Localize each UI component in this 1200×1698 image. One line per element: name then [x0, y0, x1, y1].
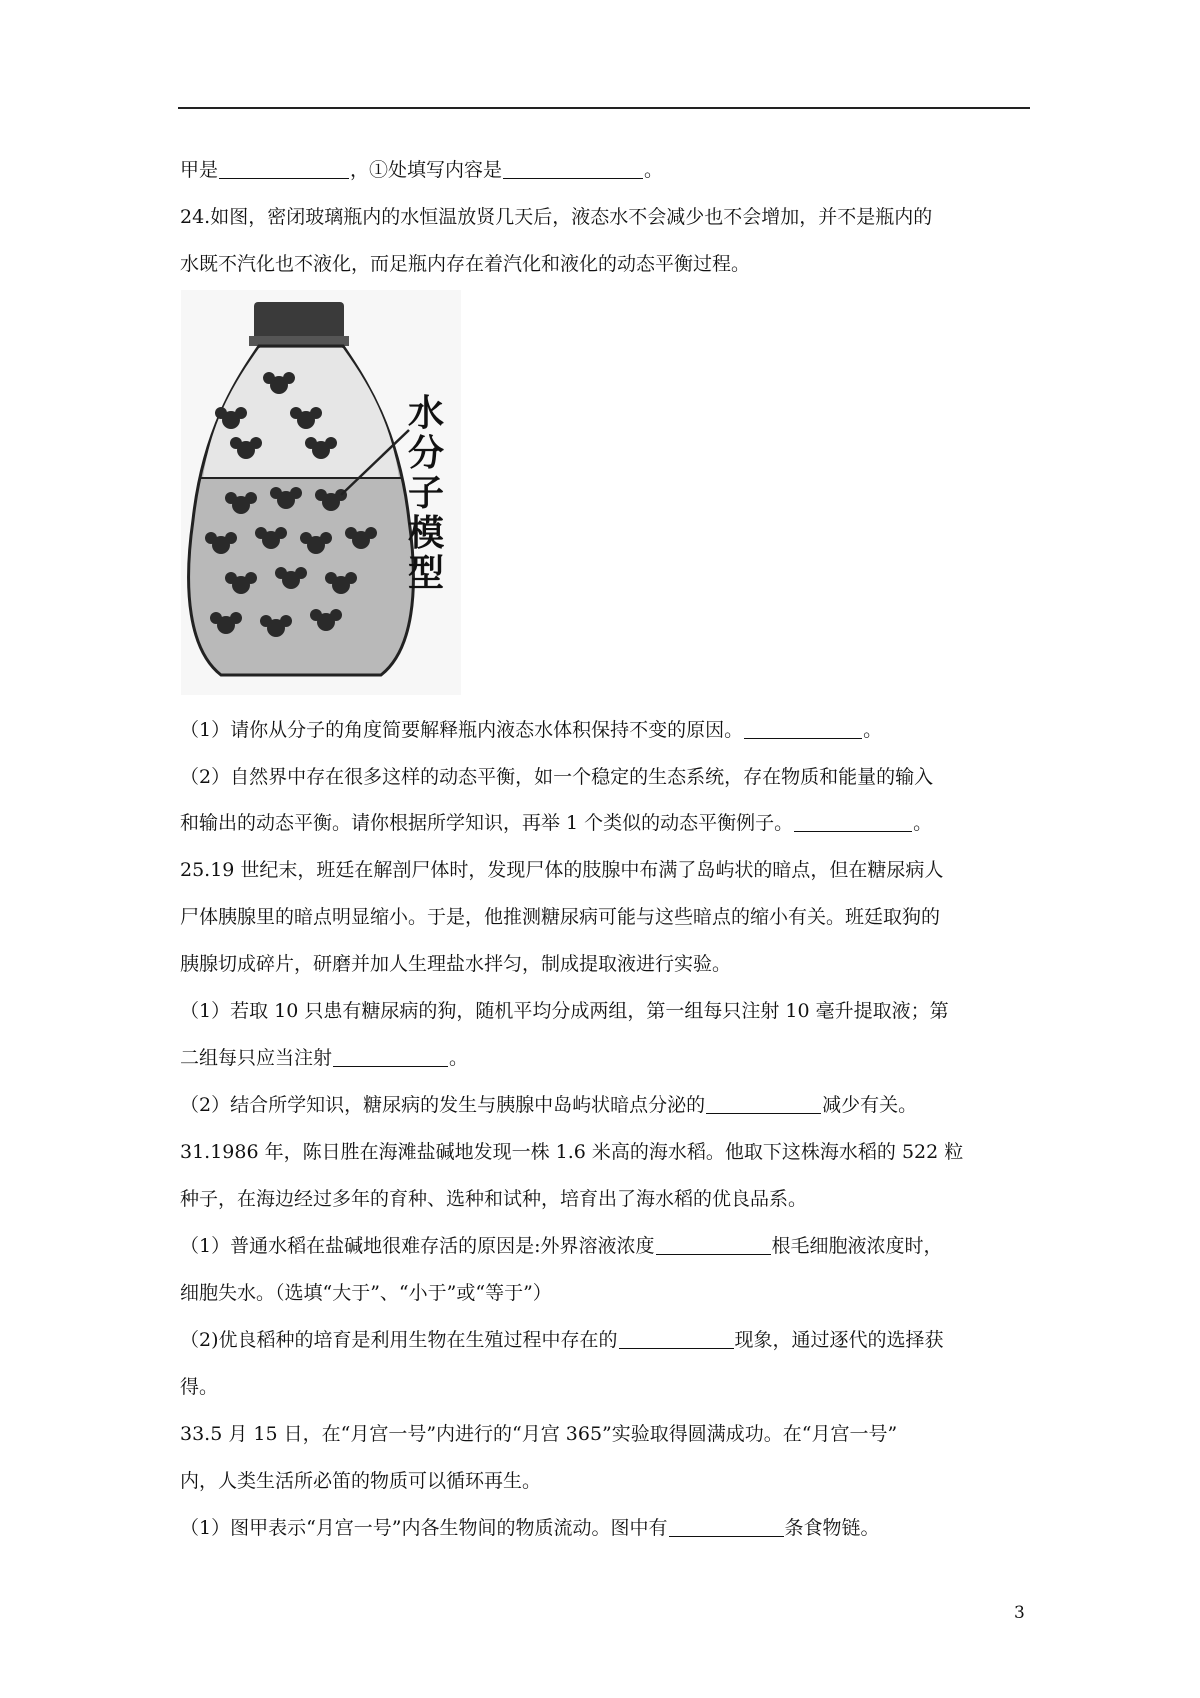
- question-31-2-line-2: 得。: [180, 1376, 219, 1398]
- text: （1）普通水稻在盐碱地很难存活的原因是:外界溶液浓度: [180, 1235, 655, 1257]
- text: 。: [449, 1047, 469, 1069]
- question-24-line-2: 水既不汽化也不液化，而足瓶内存在着汽化和液化的动态平衡过程。: [180, 253, 751, 275]
- text: 现象，通过逐代的选择获: [734, 1329, 944, 1351]
- question-24-2-line-1: （2）自然界中存在很多这样的动态平衡，如一个稳定的生态系统，存在物质和能量的输入: [180, 766, 934, 788]
- text: 。: [644, 159, 664, 181]
- text: （1）请你从分子的角度简要解释瓶内液态水体积保持不变的原因。: [180, 719, 744, 741]
- text: 二组每只应当注射: [180, 1047, 333, 1069]
- answer-blank: [219, 160, 349, 179]
- header-rule: [178, 107, 1030, 109]
- question-31-1-line-1: [180, 1234, 943, 1258]
- question-25-1-line-1: （1）若取 10 只患有糖尿病的狗，随机平均分成两组，第一组每只注射 10 毫升提取液；第: [180, 1000, 949, 1022]
- text: （2）结合所学知识，糖尿病的发生与胰腺中岛屿状暗点分泌的: [180, 1094, 706, 1116]
- text: （2)优良稻种的培育是利用生物在生殖过程中存在的: [180, 1329, 618, 1351]
- question-24-2-line-2: [180, 811, 932, 835]
- answer-blank: [794, 813, 912, 832]
- answer-blank: [744, 720, 862, 739]
- bottle-cap: [254, 302, 344, 340]
- question-25-2: [180, 1093, 917, 1117]
- text: ，①处填写内容是: [350, 159, 503, 181]
- figure-label-char: 水: [407, 393, 445, 434]
- question-31-line-1: 31.1986 年，陈日胜在海滩盐碱地发现一株 1.6 米高的海水稻。他取下这株海水稻的 522 粒: [180, 1141, 964, 1163]
- question-25-line-2: 尸体胰腺里的暗点明显缩小。于是，他推测糖尿病可能与这些暗点的缩小有关。班廷取狗的: [180, 906, 941, 928]
- answer-blank: [706, 1095, 821, 1114]
- text: 根毛细胞液浓度时，: [771, 1235, 943, 1257]
- text: 甲是: [180, 159, 219, 181]
- question-33-line-2: 内，人类生活所必笛的物质可以循环再生。: [180, 1470, 542, 1492]
- answer-blank: [333, 1048, 448, 1067]
- figure-label-char: 型: [407, 553, 445, 594]
- text: 条食物链。: [784, 1517, 880, 1539]
- question-31-1-line-2: 细胞失水。（选填“大于”、“小于”或“等于”）: [180, 1282, 552, 1304]
- question-33-1: [180, 1516, 880, 1540]
- text-line: [180, 158, 663, 182]
- question-24-line-1: 24.如图，密闭玻璃瓶内的水恒温放贤几天后，液态水不会减少也不会增加，并不是瓶内的: [180, 206, 933, 228]
- text: 减少有关。: [822, 1094, 918, 1116]
- answer-blank: [656, 1236, 771, 1255]
- page-number: 3: [1014, 1603, 1025, 1623]
- text: （1）图甲表示“月宫一号”内各生物间的物质流动。图中有: [180, 1517, 668, 1539]
- question-25-line-3: 胰腺切成碎片，研磨并加人生理盐水拌匀，制成提取液进行实验。: [180, 953, 732, 975]
- answer-blank: [669, 1518, 784, 1537]
- answer-blank: [619, 1330, 734, 1349]
- question-33-line-1: 33.5 月 15 日，在“月宫一号”内进行的“月宫 365”实验取得圆满成功。在“月宫一号”: [180, 1423, 898, 1445]
- question-31-line-2: 种子，在海边经过多年的育种、选种和试种，培育出了海水稻的优良品系。: [180, 1188, 808, 1210]
- question-24-1: [180, 718, 882, 742]
- text: 。: [913, 812, 933, 834]
- figure-label-char: 模: [407, 513, 445, 554]
- question-25-line-1: 25.19 世纪末，班廷在解剖尸体时，发现尸体的肢腺中布满了岛屿状的暗点，但在糖尿病人: [180, 859, 944, 881]
- figure-label-char: 子: [407, 473, 445, 514]
- text: 和输出的动态平衡。请你根据所学知识，再举 1 个类似的动态平衡例子。: [180, 812, 794, 834]
- answer-blank: [503, 160, 643, 179]
- bottle-figure: [181, 290, 461, 695]
- text: 。: [863, 719, 883, 741]
- question-31-2-line-1: [180, 1328, 944, 1352]
- question-25-1-line-2: [180, 1046, 468, 1070]
- figure-label-char: 分: [407, 433, 445, 474]
